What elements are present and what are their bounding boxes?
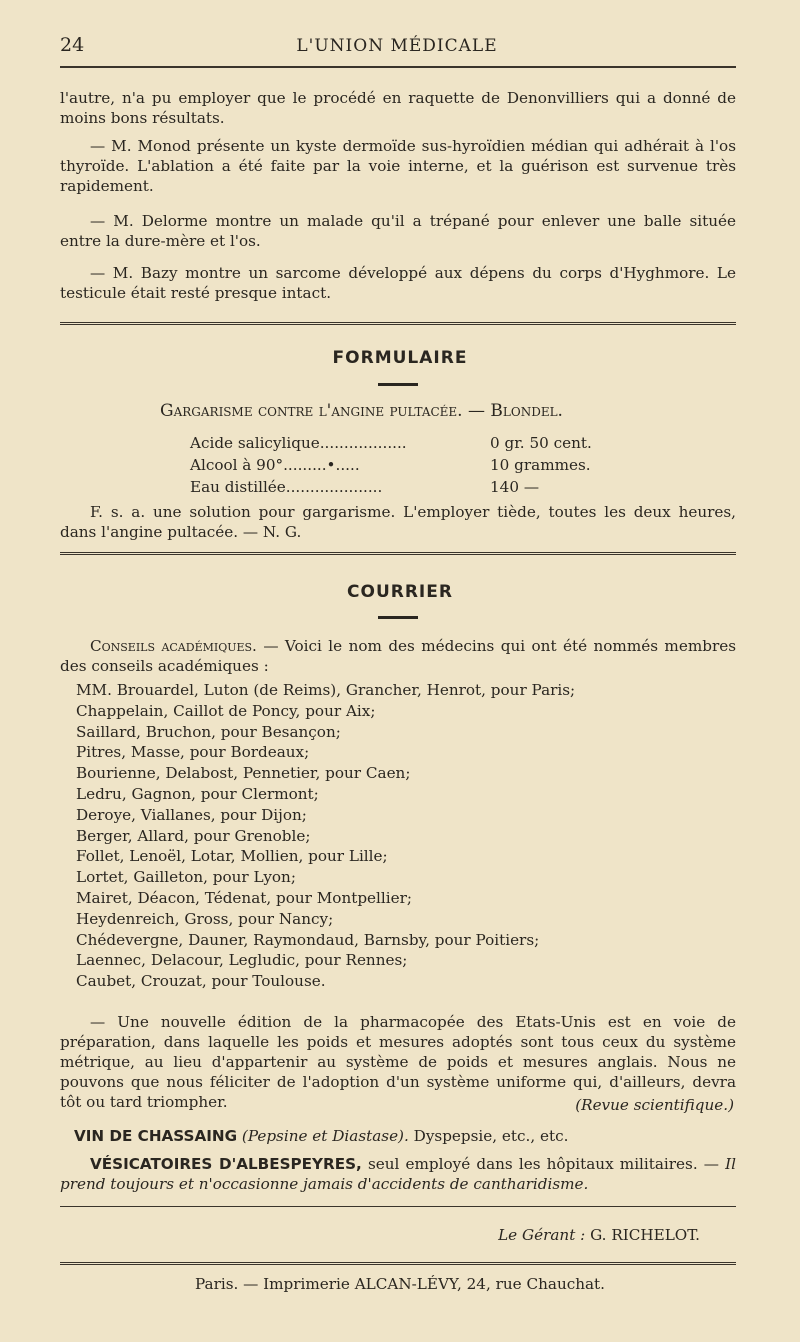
section-divider: [60, 322, 736, 325]
recipe-instructions: F. s. a. une solution pour gargarisme. L'employer tiède, toutes les deux heures, dans l'angine pultacée. — N. G.: [60, 503, 736, 541]
heading-underline: [378, 616, 418, 619]
intro-paragraph-2: — M. Monod présente un kyste dermoïde sus-hyroïdien médian qui adhérait à l'os thyroïde. L'ablation a été faite par la voie interne, et la guérison est survenue très rapidement.: [60, 137, 736, 195]
ingredient-row: [190, 433, 592, 453]
ingredient-row: [190, 477, 539, 497]
running-title: L'UNION MÉDICALE: [296, 36, 498, 56]
header-rule: [60, 66, 736, 68]
signature-name: G. RICHELOT.: [590, 1226, 700, 1244]
list-item: Chédevergne, Dauner, Raymondaud, Barnsby, pour Poitiers;: [76, 930, 540, 949]
list-item: Follet, Lenoël, Lotar, Mollien, pour Lille;: [76, 847, 388, 866]
intro-paragraph-3: — M. Delorme montre un malade qu'il a trépané pour enlever une balle située entre la dure-mère et l'os.: [60, 212, 736, 250]
printer-imprint: Paris. — Imprimerie ALCAN-LÉVY, 24, rue Chauchat.: [194, 1275, 605, 1293]
ad-brand: VIN DE CHASSAING: [74, 1127, 238, 1145]
list-item: Ledru, Gagnon, pour Clermont;: [76, 784, 319, 803]
ingredient-name: Eau distillée: [190, 478, 286, 496]
section-divider: [60, 552, 736, 555]
ingredient-dots: .........•.....: [283, 456, 360, 474]
ingredient-dots: ..................: [319, 434, 407, 452]
courrier-heading: COURRIER: [347, 582, 453, 602]
ingredient-row: [190, 455, 591, 475]
list-item: Lortet, Gailleton, pour Lyon;: [76, 868, 296, 887]
list-item: MM. Brouardel, Luton (de Reims), Grancher, Henrot, pour Paris;: [76, 681, 576, 699]
intro-paragraph-4: — M. Bazy montre un sarcome développé aux dépens du corps d'Hyghmore. Le testicule était resté presque intact.: [60, 264, 736, 302]
advertisement-vin-chassaing: [60, 1126, 736, 1146]
heading-underline: [378, 383, 418, 386]
page-header: [60, 28, 734, 58]
list-item: Pitres, Masse, pour Bordeaux;: [76, 743, 310, 762]
signature: [498, 1226, 700, 1244]
list-item: Mairet, Déacon, Tédenat, pour Montpellier;: [76, 888, 412, 907]
pharmacopee-paragraph: — Une nouvelle édition de la pharmacopée des Etats-Unis est en voie de préparation, dans laquelle les poids et mesures adoptés sont tous ceux du système métrique, au lieu d'appartenir au système de poids et mesures anglais. Nous ne pouvons que nous féliciter de l'adoption d'un système uniforme qui, d'ailleurs, devra tôt ou tard triompher.: [60, 1013, 736, 1111]
ingredient-dots: ....................: [285, 478, 383, 496]
courrier-lead-label: Conseils académiques.: [90, 637, 257, 655]
list-item: Caubet, Crouzat, pour Toulouse.: [76, 972, 326, 991]
ad-text: Dyspepsie, etc., etc.: [408, 1127, 569, 1145]
ingredient-qty: 0 gr. 50 cent.: [490, 434, 592, 452]
formulaire-heading: FORMULAIRE: [332, 348, 468, 368]
footer-rule: [60, 1206, 736, 1207]
footer-rule: [60, 1262, 736, 1265]
list-item: Saillard, Bruchon, pour Besançon;: [76, 722, 341, 741]
ingredient-qty: 140 —: [490, 478, 540, 496]
courrier-lead: [60, 636, 736, 676]
recipe-title: Gargarisme contre l'angine pultacée. — Blondel.: [160, 401, 563, 421]
list-item: Chappelain, Caillot de Poncy, pour Aix;: [76, 701, 376, 720]
ad-subtitle: (Pepsine et Diastase).: [241, 1127, 409, 1145]
list-item: Laennec, Delacour, Legludic, pour Rennes;: [76, 951, 408, 970]
courrier-lead-text: — Voici le nom des médecins qui ont été nommés membres des conseils académiques :: [60, 637, 736, 675]
ad-text: seul employé dans les hôpitaux militaires. —: [361, 1155, 726, 1173]
list-item: Berger, Allard, pour Grenoble;: [76, 826, 311, 845]
source-citation: (Revue scientifique.): [575, 1096, 734, 1114]
intro-paragraph-1: l'autre, n'a pu employer que le procédé en raquette de Denonvilliers qui a donné de moins bons résultats.: [60, 89, 736, 127]
signature-label: Le Gérant :: [498, 1226, 586, 1244]
list-item: Heydenreich, Gross, pour Nancy;: [76, 909, 334, 928]
ad-slogan: Il prend toujours et n'occasionne jamais d'accidents de cantharidisme.: [60, 1155, 736, 1193]
ad-brand: VÉSICATOIRES D'ALBESPEYRES,: [90, 1155, 362, 1173]
advertisement-vesicatoires: [60, 1154, 736, 1194]
list-item: Deroye, Viallanes, pour Dijon;: [76, 805, 307, 824]
ingredient-qty: 10 grammes.: [490, 456, 591, 474]
academic-members-list: [76, 680, 575, 992]
page-number: 24: [60, 34, 85, 56]
list-item: Bourienne, Delabost, Pennetier, pour Caen;: [76, 764, 411, 783]
ingredient-name: Alcool à 90°: [190, 456, 284, 474]
ingredient-name: Acide salicylique: [190, 434, 320, 452]
